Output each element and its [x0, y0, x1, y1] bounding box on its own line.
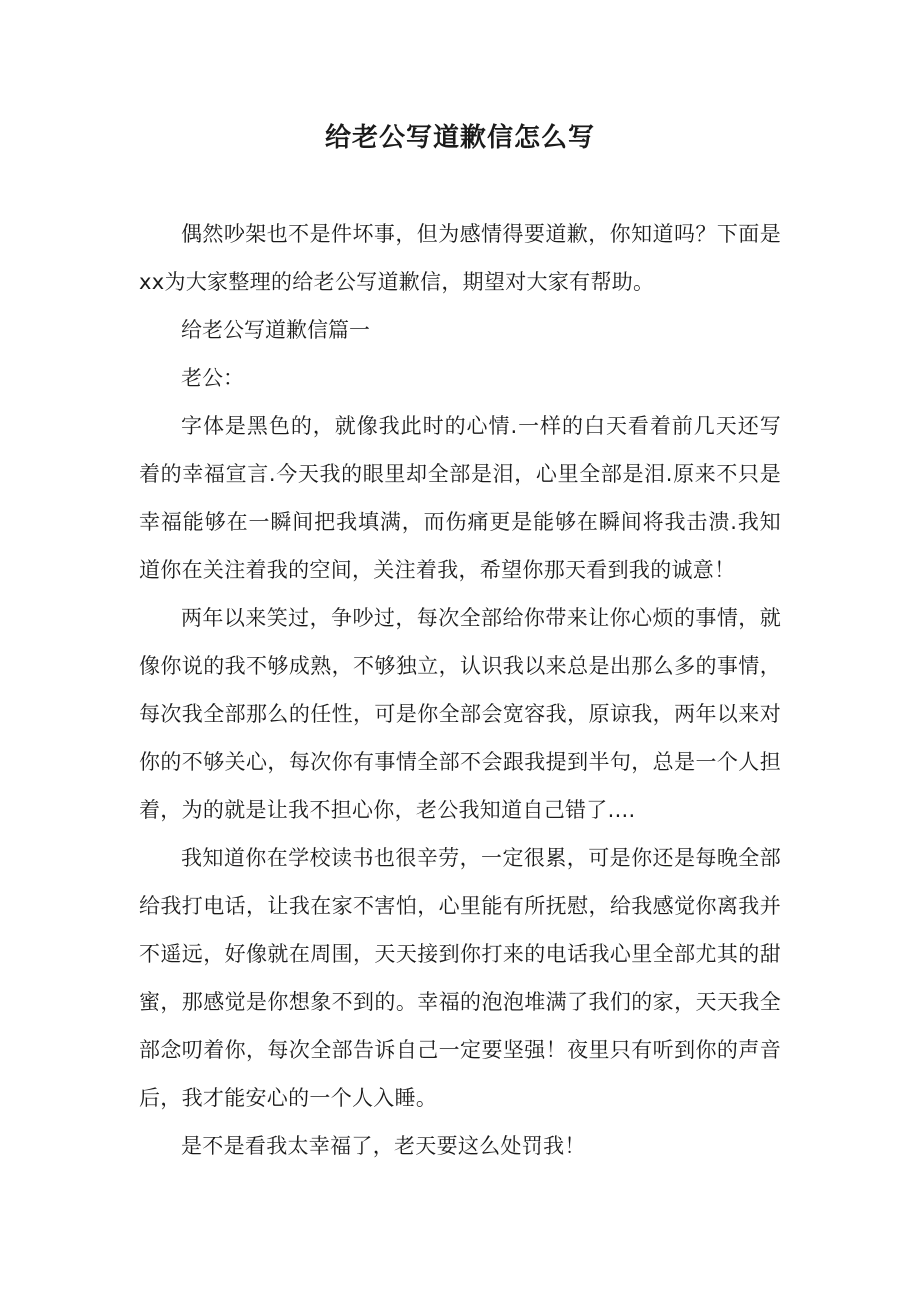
section-heading: 给老公写道歉信篇一 [181, 318, 370, 342]
salutation: 老公： [181, 366, 244, 390]
intro-paragraph: 偶然吵架也不是件坏事，但为感情得要道歉，你知道吗？下面是xx为大家整理的给老公写道歉信，期望对大家有帮助。 [139, 222, 781, 294]
body-paragraph-1: 字体是黑色的，就像我此时的心情.一样的白天看着前几天还写着的幸福宣言.今天我的眼里却全部是泪，心里全部是泪.原来不只是幸福能够在一瞬间把我填满，而伤痛更是能够在瞬间将我击溃.我知道你在关注着我的空间，关注着我，希望你那天看到我的诚意！ [139, 414, 781, 582]
body-paragraph-3: 我知道你在学校读书也很辛劳，一定很累，可是你还是每晚全部给我打电话，让我在家不害怕，心里能有所抚慰，给我感觉你离我并不遥远，好像就在周围，天天接到你打来的电话我心里全部尤其的甜蜜，那感觉是你想象不到的。幸福的泡泡堆满了我们的家，天天我全部念叨着你，每次全部告诉自己一定要坚强！夜里只有听到你的声音后，我才能安心的一个人入睡。 [139, 846, 781, 1110]
document-title: 给老公写道歉信怎么写 [324, 123, 595, 153]
body-paragraph-2: 两年以来笑过，争吵过，每次全部给你带来让你心烦的事情，就像你说的我不够成熟，不够独立，认识我以来总是出那么多的事情，每次我全部那么的任性，可是你全部会宽容我，原谅我，两年以来对你的不够关心，每次你有事情全部不会跟我提到半句，总是一个人担着，为的就是让我不担心你，老公我知道自己错了.... [139, 606, 781, 822]
document-body [139, 210, 781, 1170]
body-paragraph-4: 是不是看我太幸福了，老天要这么处罚我！ [181, 1134, 586, 1158]
